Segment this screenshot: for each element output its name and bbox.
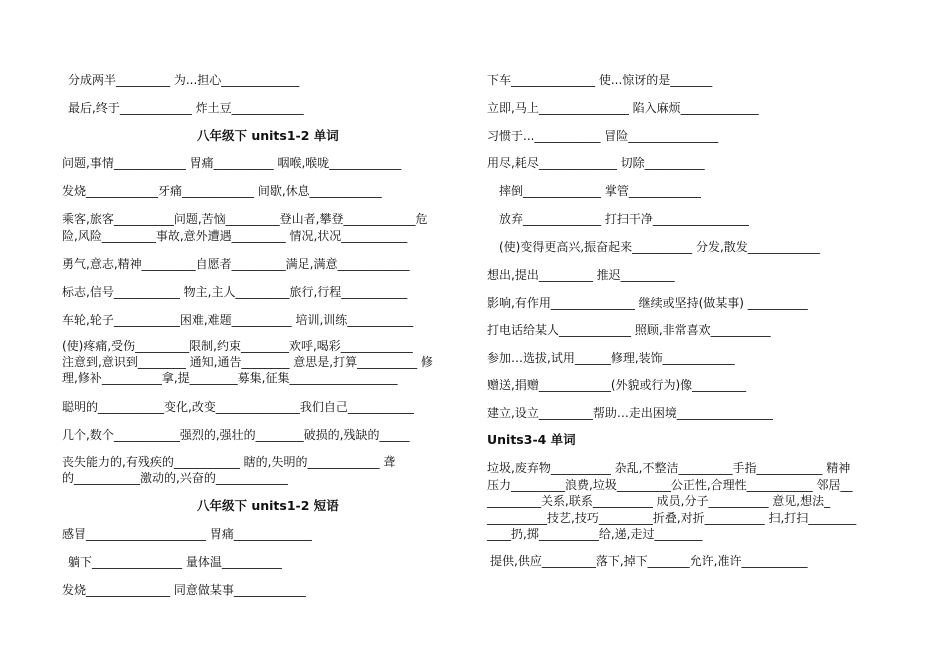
- phrase-line: 习惯于...___________ 冒险_______________: [487, 129, 719, 143]
- phrase-line: 用尽,耗尽_____________ 切除__________: [487, 156, 705, 170]
- phrase-line: 发烧______________ 同意做某事____________: [62, 583, 306, 597]
- phrase-line: 打电话给某人____________ 照顾,非常喜欢__________: [487, 323, 771, 337]
- word-line: 注意到,意识到________ 通知,通告________ 意思是,打算__________ 修: [62, 355, 433, 369]
- phrase-line: 参加…选拔,试用______修理,装饰____________: [487, 351, 735, 365]
- word-line: 垃圾,废弃物__________ 杂乱,不整洁_________手指___________ 精神: [487, 461, 851, 475]
- phrase-line: 影响,有作用______________ 继续或坚持(做某事) __________: [487, 296, 808, 310]
- word-line: 乘客,旅客__________问题,苦恼_________登山者,攀登____________危: [62, 212, 428, 226]
- heading-units3-4-words: Units3-4 单词: [487, 432, 576, 447]
- word-line: _________关系,联系__________ 成员,分子__________ 意见,想法_: [487, 494, 831, 508]
- heading-units1-2-words: 八年级下 units1-2 单词: [197, 128, 339, 143]
- word-line: ____扔,掷__________给,递,走过________: [487, 527, 703, 541]
- top-line-2: 最后,终于____________ 炸土豆____________: [68, 101, 304, 115]
- word-line: 车轮,轮子___________困难,难题__________ 培训,训练___________: [62, 313, 414, 327]
- phrase-line: 下车______________ 使...惊讶的是_______: [487, 73, 713, 87]
- word-line: (使)疼痛,受伤_________限制,约束________欢呼,喝彩____________: [62, 339, 413, 353]
- word-line: 丧失能力的,有残疾的___________ 瞎的,失明的____________ 聋: [62, 455, 396, 469]
- word-line: 问题,事情____________ 胃痛__________ 咽喉,喉咙____________: [62, 156, 402, 170]
- phrase-line: 摔倒_____________ 掌管____________: [499, 184, 701, 198]
- phrase-line: 立即,马上_______________ 陷入麻烦_____________: [487, 101, 759, 115]
- phrase-line: 建立,设立_________帮助…走出困境________________: [487, 406, 773, 420]
- word-line: 发烧____________牙痛____________ 间歇,休息____________: [62, 184, 382, 198]
- word-line: 聪明的___________变化,改变______________我们自己___________: [62, 400, 414, 414]
- word-line: 险,风险_________事故,意外遭遇_________ 情况,状况___________: [62, 229, 408, 243]
- phrase-line: 想出,提出_________ 推迟_________: [487, 268, 675, 282]
- word-line: 压力_________浪费,垃圾_________公正性,合理性___________ 邻居__: [487, 478, 853, 492]
- word-line: 几个,数个___________强烈的,强壮的________破损的,残缺的_____: [62, 428, 410, 442]
- phrase-line: 感冒____________________ 胃痛_____________: [62, 527, 312, 541]
- phrase-line: 躺下_______________ 量体温__________: [68, 555, 282, 569]
- top-line-1: 分成两半_________ 为...担心_____________: [68, 73, 300, 87]
- word-line: 理,修补__________拿,提________募集,征集__________________: [62, 371, 398, 385]
- word-line: 提供,供应_________落下,掉下_______允许,准许___________: [490, 554, 808, 568]
- heading-units1-2-phrases: 八年级下 units1-2 短语: [197, 498, 339, 513]
- phrase-line: (使)变得更高兴,振奋起来__________ 分发,散发____________: [499, 240, 820, 254]
- word-line: 勇气,意志,精神_________自愿者_________满足,满意____________: [62, 257, 410, 271]
- phrase-line: 放弃_____________ 打扫干净________________: [499, 212, 749, 226]
- word-line: 的___________激动的,兴奋的____________: [62, 471, 288, 485]
- word-line: 标志,信号___________ 物主,主人_________旅行,行程___________: [62, 285, 408, 299]
- phrase-line: 赠送,捐赠____________(外貌或行为)像_________: [487, 378, 747, 392]
- word-line: __________技艺,技巧_________折叠,对折__________ 扫,打扫________: [487, 511, 857, 525]
